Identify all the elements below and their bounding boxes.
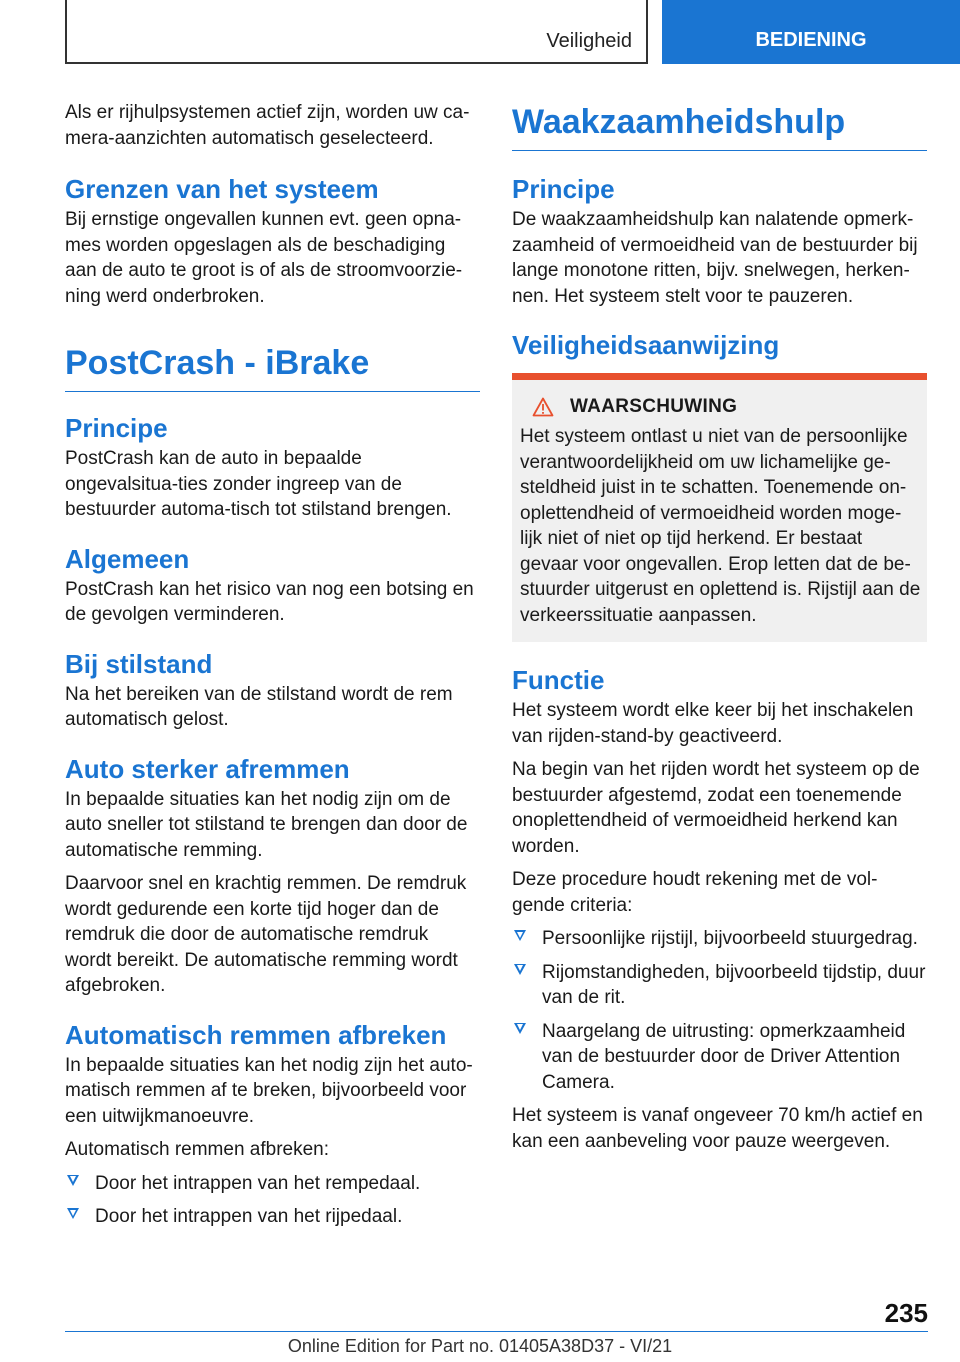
abort-braking-heading: Automatisch remmen afbreken	[65, 1019, 447, 1050]
attention-principle-section	[512, 173, 927, 309]
list-item: Rijomstandigheden, bijvoorbeeld tijdstip, duur van de rit.	[512, 960, 927, 1011]
triangle-bullet-icon	[67, 1175, 79, 1186]
edition-footer: Online Edition for Part no. 01405A38D37 - VI/21	[287, 1336, 673, 1356]
function-text-3: Deze procedure houdt rekening met de vol-gende criteria:	[512, 869, 878, 916]
right-column	[512, 100, 927, 1174]
list-item: Door het intrappen van het rempedaal.	[65, 1171, 480, 1197]
header-chapter-tab[interactable]: BEDIENING	[662, 0, 960, 64]
limits-text: Bij ernstige ongevallen kunnen evt. geen opna-mes worden opgeslagen als de beschadiging aan de auto te groot is of als de stroomvoorzie-ning werd onderbroken.	[65, 209, 463, 307]
footer-divider	[65, 1331, 928, 1332]
intro-text: Als er rijhulpsystemen actief zijn, worden uw ca-mera-aanzichten automatisch geselecteerd.	[65, 102, 470, 149]
function-heading: Functie	[512, 665, 605, 695]
list-item: Door het intrappen van het rijpedaal.	[65, 1204, 480, 1230]
triangle-bullet-icon	[514, 930, 526, 941]
triangle-bullet-icon	[514, 1023, 526, 1034]
postcrash-principle-heading: Principe	[65, 413, 168, 443]
attention-assist-title: Waakzaamheidshulp	[512, 100, 927, 151]
limits-section	[65, 173, 480, 309]
warning-triangle-icon	[532, 397, 554, 417]
page-number: 235	[884, 1298, 928, 1328]
stronger-braking-text-1: In bepaalde situaties kan het nodig zijn om de auto sneller tot stilstand te brengen dan door de automatische remming.	[65, 788, 468, 861]
header-section-box	[65, 0, 648, 64]
standstill-text: Na het bereiken van de stilstand wordt de rem automatisch gelost.	[65, 683, 453, 730]
abort-braking-section	[65, 1019, 480, 1230]
warning-text: Het systeem ontlast u niet van de persoonlijke verantwoordelijkheid om uw lichamelijke ge-steldheid juist in te schatten. Toenemende on-oplettendheid of vermoeidheid worden moge-lijk niet of niet op tijd herkend. Er bestaat gevaar voor ongevallen. Erop letten dat de be-stuurder uitgerust en oplettend is. Rijstijl aan de verkeerssituatie aanpassen.	[520, 426, 921, 626]
limits-heading: Grenzen van het systeem	[65, 174, 379, 204]
abort-braking-list	[65, 1171, 480, 1230]
list-item: Naargelang de uitrusting: opmerkzaamheid van de bestuurder door de Driver Attention Camera.	[512, 1019, 927, 1096]
left-column	[65, 100, 480, 1250]
standstill-section	[65, 648, 480, 733]
stronger-braking-text-2: Daarvoor snel en krachtig remmen. De remdruk wordt gedurende een korte tijd hoger dan de remdruk die door de automatische remdruk wordt bereikt. De automatische remming wordt afgebroken.	[65, 873, 467, 996]
general-section	[65, 543, 480, 628]
list-item: Persoonlijke rijstijl, bijvoorbeeld stuurgedrag.	[512, 926, 927, 952]
general-text: PostCrash kan het risico van nog een botsing en de gevolgen verminderen.	[65, 578, 474, 625]
function-text-1: Het systeem wordt elke keer bij het inschakelen van rijden-stand-by geactiveerd.	[512, 700, 914, 747]
function-section	[512, 664, 927, 1154]
warning-title: WAARSCHUWING	[570, 396, 738, 417]
function-text-2: Na begin van het rijden wordt het systeem op de bestuurder afgestemd, zodat een toenemende onoplettendheid of vermoeidheid herkend kan worden.	[512, 759, 920, 857]
standstill-heading: Bij stilstand	[65, 648, 213, 679]
function-text-4: Het systeem is vanaf ongeveer 70 km/h actief en kan een aanbeveling voor pauze weergeven.	[512, 1105, 923, 1152]
attention-principle-heading: Principe	[512, 174, 615, 204]
general-heading: Algemeen	[65, 543, 190, 574]
header-section-title: Veiligheid	[546, 30, 632, 52]
triangle-bullet-icon	[514, 964, 526, 975]
postcrash-title: PostCrash - iBrake	[65, 341, 480, 392]
safety-heading: Veiligheidsaanwijzing	[512, 330, 780, 360]
warning-box	[512, 373, 927, 642]
criteria-list	[512, 926, 927, 1095]
stronger-braking-section	[65, 753, 480, 999]
stronger-braking-heading: Auto sterker afremmen	[65, 753, 350, 784]
abort-braking-text-2: Automatisch remmen afbreken:	[65, 1139, 330, 1160]
postcrash-principle-text: PostCrash kan de auto in bepaalde ongevalsitua-ties zonder ingreep van de bestuurder automa-tisch tot stilstand brengen.	[65, 448, 452, 520]
postcrash-principle-section	[65, 412, 480, 523]
abort-braking-text-1: In bepaalde situaties kan het nodig zijn het auto-matisch remmen af te breken, bijvoorbeeld voor een uitwijkmanoeuvre.	[65, 1054, 473, 1127]
attention-principle-text: De waakzaamheidshulp kan nalatende opmerk-zaamheid of vermoeidheid van de bestuurder bij lange monotone ritten, bijv. snelwegen, herken-nen. Het systeem stelt voor te pauzeren.	[512, 209, 918, 307]
warning-header	[520, 396, 921, 418]
triangle-bullet-icon	[67, 1208, 79, 1219]
